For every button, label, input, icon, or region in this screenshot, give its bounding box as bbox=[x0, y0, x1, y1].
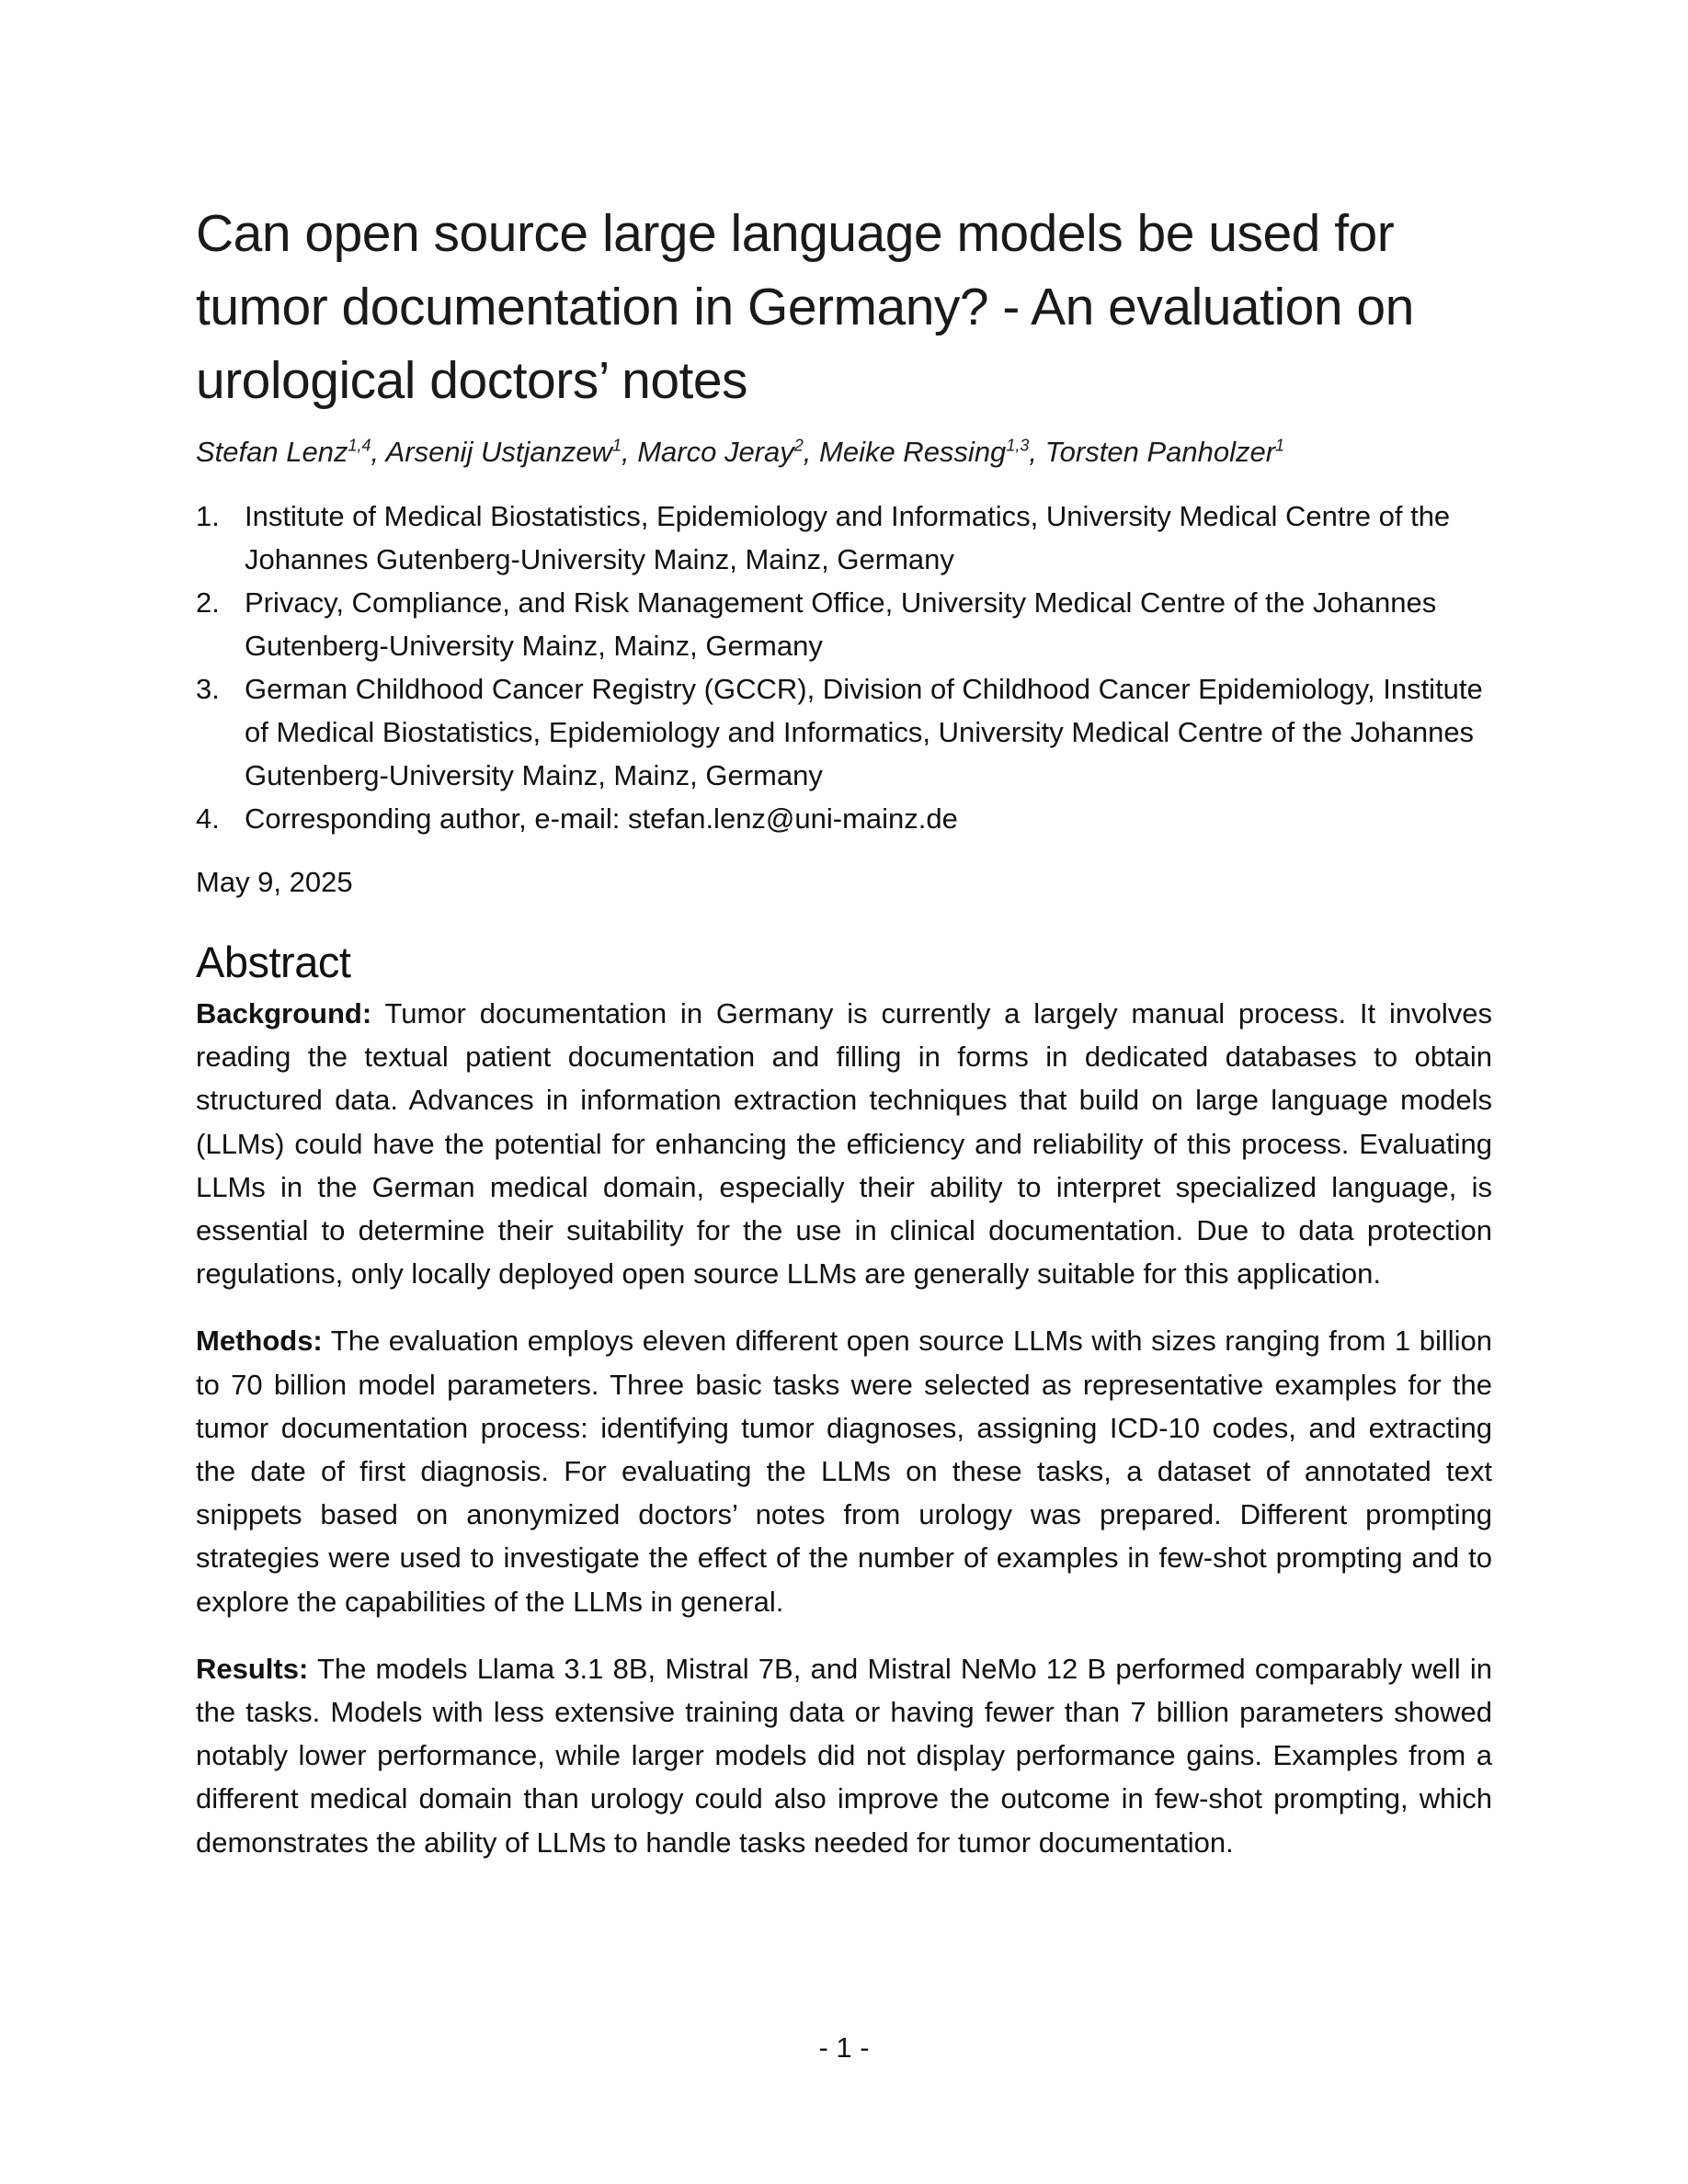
affiliation-item: 1. Institute of Medical Biostatistics, Epidemiology and Informatics, University Medical Centre of the Johannes Gutenberg-University Mainz, Mainz, Germany bbox=[196, 500, 1451, 575]
abstract-heading: Abstract bbox=[196, 938, 351, 986]
affiliation-list bbox=[196, 495, 1492, 840]
author: Stefan Lenz$^{1,4}$, bbox=[196, 436, 386, 468]
methods-label: Methods: bbox=[196, 1325, 323, 1358]
paper-page bbox=[196, 197, 1492, 1864]
abstract-background bbox=[196, 992, 1492, 1295]
results-label: Results: bbox=[196, 1652, 309, 1685]
publication-date: May 9, 2025 bbox=[196, 866, 353, 898]
author: Meike Ressing$^{1,3}$, bbox=[819, 436, 1045, 468]
methods-text: The evaluation employs eleven different open source LLMs with sizes ranging from 1 billion to 70 billion model parameters. Three basic tasks were selected as representative examples for the tumor documentation process: identifying tumor diagnoses, assigning ICD-10 codes, and extracting the date of first diagnosis. For evaluating the LLMs on these tasks, a dataset of annotated text snippets based on anonymized doctors’ notes from urology was prepared. Different prompting strategies were used to investigate the effect of the number of examples in few-shot prompting and to explore the capabilities of the LLMs in general. bbox=[196, 1325, 1492, 1618]
background-label: Background: bbox=[196, 997, 372, 1029]
abstract-methods bbox=[196, 1319, 1492, 1622]
author: Marco Jeray$^2$, bbox=[637, 436, 819, 468]
author: Arsenij Ustjanzew$^1$, bbox=[385, 436, 638, 468]
affiliation-item: 3. German Childhood Cancer Registry (GCCR), Division of Childhood Cancer Epidemiology, Institute of Medical Biostatistics, Epidemiology and Informatics, University Medical Centre of the Johannes Gutenberg-University Mainz, Mainz, Germany bbox=[196, 673, 1483, 791]
paper-title: Can open source large language models be used for tumor documentation in Germany? - An evaluation on urological doctors’ notes bbox=[196, 204, 1414, 410]
author-list bbox=[196, 434, 1492, 471]
abstract-results bbox=[196, 1647, 1492, 1864]
affiliation-item: 2. Privacy, Compliance, and Risk Management Office, University Medical Centre of the Johannes Gutenberg-University Mainz, Mainz, Germany bbox=[196, 586, 1437, 662]
background-text: Tumor documentation in Germany is currently a largely manual process. It involves reading the textual patient documentation and filling in forms in dedicated databases to obtain structured data. Advances in information extraction techniques that build on large language models (LLMs) could have the potential for enhancing the efficiency and reliability of this process. Evaluating LLMs in the German medical domain, especially their ability to interpret specialized language, is essential to determine their suitability for the use in clinical documentation. Due to data protection regulations, only locally deployed open source LLMs are generally suitable for this application. bbox=[196, 997, 1492, 1291]
affiliation-item: 4. Corresponding author, e-mail: stefan.lenz@uni-mainz.de bbox=[196, 802, 958, 835]
results-text: The models Llama 3.1 8B, Mistral 7B, and Mistral NeMo 12 B performed comparably well in the tasks. Models with less extensive training data or having fewer than 7 billion parameters showed notably lower performance, while larger models did not display performance gains. Examples from a different medical domain than urology could also improve the outcome in few-shot prompting, which demonstrates the ability of LLMs to handle tasks needed for tumor documentation. bbox=[196, 1652, 1492, 1859]
author: Torsten Panholzer$^1$ bbox=[1044, 436, 1285, 468]
page-number: - 1 - bbox=[818, 2031, 870, 2064]
